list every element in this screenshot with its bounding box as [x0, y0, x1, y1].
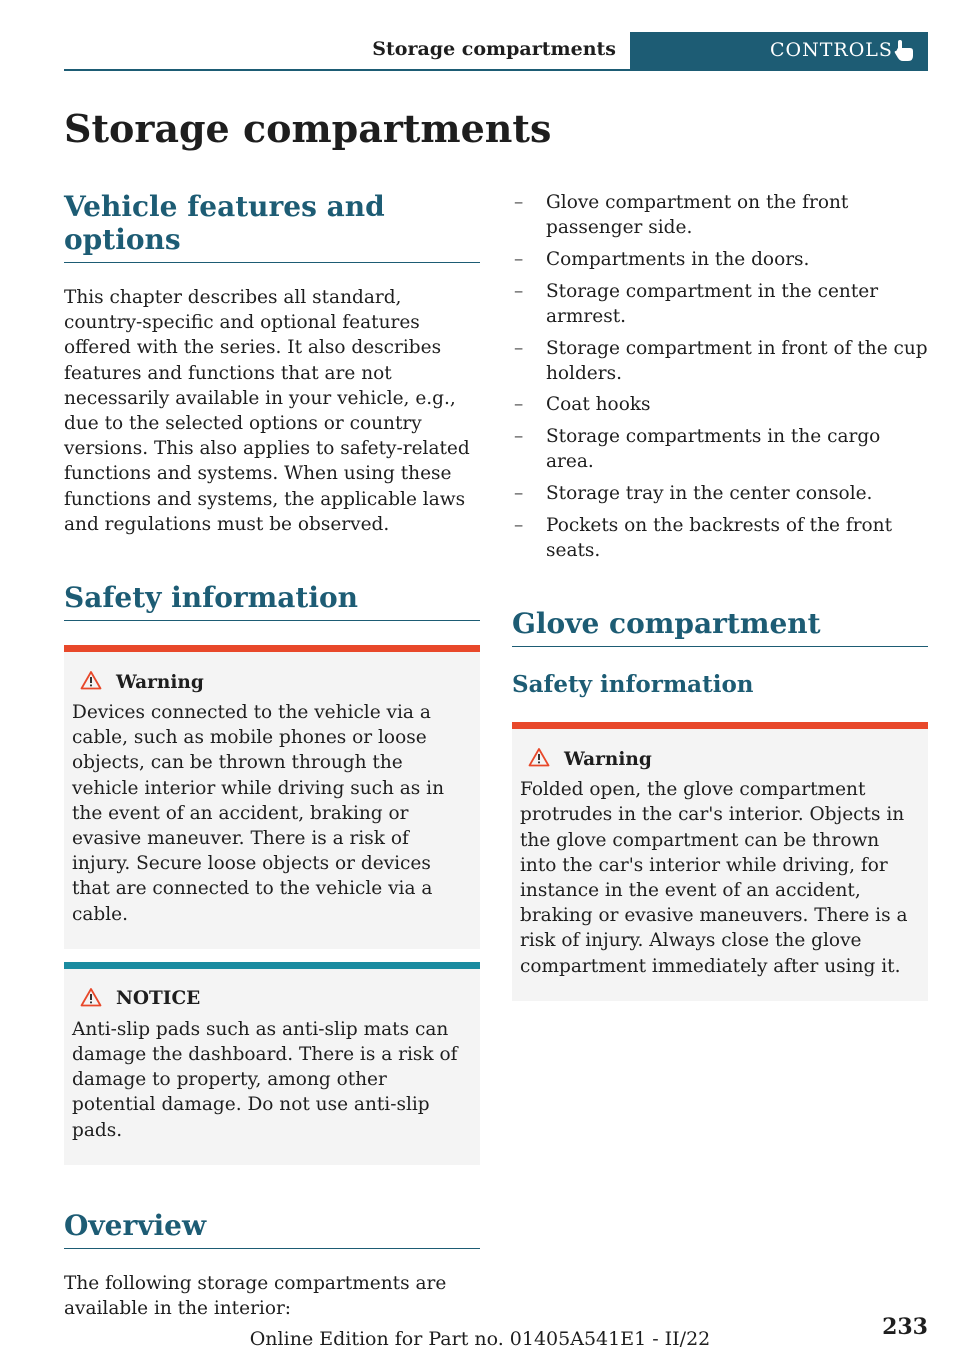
- warning-text: Devices connected to the vehicle via a cable, such as mobile phones or loose objects, can be thrown through the vehicle interior while driving such as in the event of an accident, braking or evasive maneuver. There is a risk of injury. Secure loose objects or devices that are connected to the vehicle via a cable.: [72, 702, 444, 925]
- storage-list: [512, 190, 928, 563]
- list-dash: –: [514, 483, 524, 505]
- vehicle-features-text: This chapter describes all standard, country-specific and optional features offered with the series. It also describes features and functions that are not necessarily available in your vehicle, e.g., due to the selected options or country versions. This also applies to safety-related functions and systems. When using these functions and systems, the applicable laws and regulations must be observed.: [64, 287, 470, 535]
- list-dash: –: [514, 426, 524, 448]
- notice-box-header: [72, 987, 472, 1011]
- list-item: [512, 392, 928, 417]
- header-chapter-tab: [630, 32, 928, 69]
- page-number: 233: [882, 1314, 928, 1340]
- glove-warning-box: [512, 722, 928, 1001]
- right-column: [512, 190, 928, 1001]
- list-item: [512, 190, 928, 240]
- list-item-text: Storage compartments in the cargo area.: [546, 426, 881, 473]
- list-item: [512, 513, 928, 563]
- header-section-title: Storage compartments: [372, 38, 616, 60]
- warning-triangle-icon: [80, 670, 102, 694]
- list-dash: –: [514, 248, 524, 270]
- notice-box: [64, 962, 480, 1165]
- list-item: [512, 279, 928, 329]
- running-header: [64, 32, 928, 71]
- warning-box: [64, 645, 480, 949]
- list-item: [512, 247, 928, 272]
- warning-triangle-icon: [528, 747, 550, 771]
- list-item-text: Coat hooks: [546, 394, 651, 416]
- notice-title: NOTICE: [116, 988, 201, 1010]
- warning-triangle-icon: [80, 987, 102, 1011]
- edition-footer: Online Edition for Part no. 01405A541E1 - II/22: [249, 1328, 711, 1350]
- list-dash: –: [514, 337, 524, 359]
- hand-pointer-icon: [894, 39, 916, 67]
- list-item-text: Compartments in the doors.: [546, 248, 810, 270]
- list-item-text: Glove compartment on the front passenger side.: [546, 192, 849, 239]
- safety-info-heading: Safety information: [64, 581, 480, 621]
- header-chapter-label: CONTROLS: [770, 39, 893, 61]
- notice-text: Anti-slip pads such as anti-slip mats can damage the dashboard. There is a risk of damage to property, among other potential damage. Do not use anti-slip pads.: [72, 1018, 458, 1141]
- list-item-text: Storage tray in the center console.: [546, 483, 873, 505]
- warning-title: Warning: [116, 671, 204, 693]
- list-item: [512, 481, 928, 506]
- vehicle-features-heading: Vehicle features and options: [64, 190, 480, 263]
- warning-box-header: [72, 670, 472, 694]
- glove-warning-title: Warning: [564, 748, 652, 770]
- glove-warning-header: [520, 747, 920, 771]
- list-item: [512, 336, 928, 386]
- left-column: [64, 190, 480, 1321]
- list-dash: –: [514, 394, 524, 416]
- list-item-text: Storage compartment in the center armrest.: [546, 280, 879, 327]
- list-dash: –: [514, 280, 524, 302]
- glove-compartment-heading: Glove compartment: [512, 607, 928, 647]
- overview-heading: Overview: [64, 1209, 480, 1249]
- page-title: Storage compartments: [64, 106, 552, 151]
- list-item-text: Storage compartment in front of the cup holders.: [546, 337, 928, 384]
- glove-warning-text: Folded open, the glove compartment protrudes in the car's interior. Objects in the glove compartment can be thrown into the car's interior while driving, for instance in the event of an accident, braking or evasive maneuvers. There is a risk of injury. Always close the glove compartment immediately after using it.: [520, 779, 908, 977]
- list-dash: –: [514, 514, 524, 536]
- list-item-text: Pockets on the backrests of the front seats.: [546, 514, 893, 561]
- glove-safety-subheading: Safety information: [512, 671, 754, 699]
- overview-intro-text: The following storage compartments are available in the interior:: [64, 1272, 447, 1320]
- list-item: [512, 424, 928, 474]
- list-dash: –: [514, 192, 524, 213]
